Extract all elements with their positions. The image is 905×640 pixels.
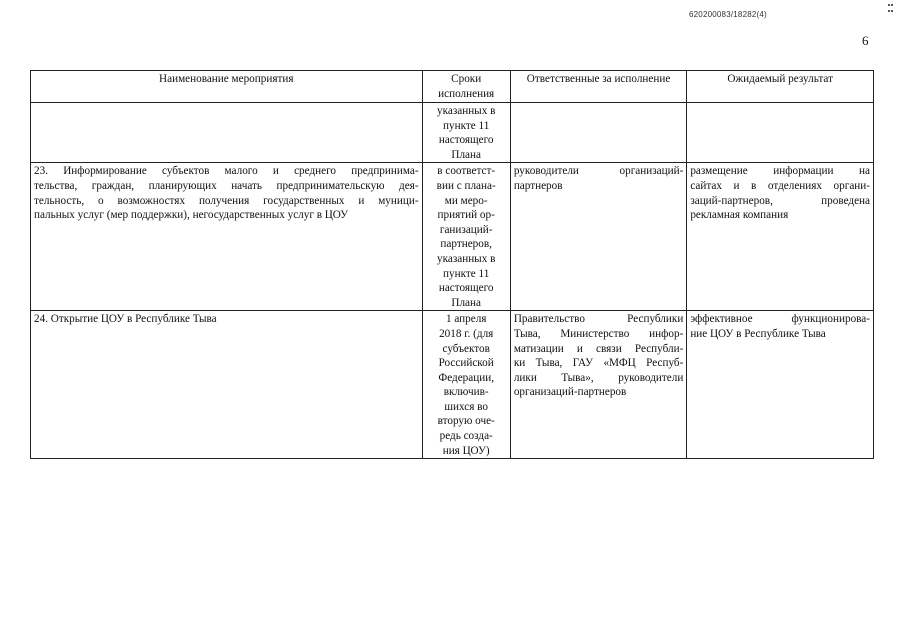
cell-line: сайтах и в отделениях органи-: [690, 179, 870, 192]
cell-result: [687, 163, 874, 311]
cell-line: приятий ор-: [437, 209, 495, 222]
corner-scan-mark: [888, 4, 894, 16]
page-number: 6: [862, 33, 869, 48]
cell-line: вторую оче-: [437, 415, 495, 428]
cell-line: Российской: [438, 357, 494, 370]
cell-line: включив-: [443, 386, 489, 399]
cell-line: вии с плана-: [436, 179, 496, 192]
cell-line: пальных услуг (мер поддержки), негосударственных услуг в ЦОУ: [34, 209, 349, 222]
cell-line: 23. Информирование субъектов малого и среднего предпринима-: [34, 165, 419, 178]
cell-line: ния ЦОУ): [442, 444, 490, 457]
column-header-line: Сроки: [451, 73, 482, 85]
cell-line: субъектов: [442, 342, 490, 355]
cell-line: партнеров,: [440, 238, 492, 251]
cell-responsible: [510, 163, 687, 311]
cell-term: [422, 103, 510, 163]
cell-line: рекламная компания: [690, 209, 789, 222]
cell-result: [687, 103, 874, 163]
cell-term: [422, 163, 510, 311]
cell-line: Плана: [451, 148, 481, 161]
cell-responsible: [510, 103, 687, 163]
table-row: [31, 103, 874, 163]
cell-line: редь созда-: [439, 430, 493, 443]
cell-line: тельства, граждан, планирующих начать предпринимательскую дея-: [34, 179, 419, 192]
cell-line: Федерации,: [438, 371, 494, 384]
column-header-term: [422, 71, 510, 103]
cell-line: настоящего: [438, 282, 494, 295]
cell-line: ние ЦОУ в Республике Тыва: [690, 327, 826, 340]
cell-line: матизации и связи Республи-: [513, 342, 684, 355]
cell-line: 1 апреля: [445, 313, 487, 326]
cell-name: [31, 163, 423, 311]
cell-line: ганизаций-: [439, 223, 493, 236]
column-header-result: [687, 71, 874, 103]
table-row: [31, 163, 874, 311]
cell-line: тельность, о возможностях получения государственных и муници-: [34, 194, 419, 207]
column-header-name: [31, 71, 423, 103]
cell-line: лики Тыва», руководители: [513, 371, 684, 384]
cell-line: партнеров: [513, 179, 563, 192]
cell-line: Тыва, Министерство инфор-: [513, 327, 684, 340]
cell-line: настоящего: [438, 134, 494, 147]
column-header-line: Ожидаемый результат: [727, 73, 833, 85]
action-plan-table: [30, 70, 874, 459]
cell-line: эффективное функционирова-: [690, 313, 870, 326]
cell-line: размещение информации на: [690, 165, 870, 178]
cell-line: пункте 11: [443, 267, 490, 280]
cell-name: [31, 103, 423, 163]
cell-line: ки Тыва, ГАУ «МФЦ Респуб-: [513, 357, 684, 370]
cell-line: организаций-партнеров: [513, 386, 627, 399]
cell-line: указанных в: [437, 105, 496, 117]
cell-result: [687, 311, 874, 459]
cell-line: 24. Открытие ЦОУ в Республике Тыва: [34, 313, 217, 326]
cell-line: указанных в: [437, 252, 496, 265]
cell-line: Плана: [451, 296, 481, 309]
cell-name: [31, 311, 423, 459]
column-header-line: Наименование мероприятия: [159, 73, 294, 85]
column-header-responsible: [510, 71, 687, 103]
cell-line: Правительство Республики: [513, 313, 684, 326]
column-header-line: Ответственные за исполнение: [526, 73, 671, 85]
cell-line: пункте 11: [443, 119, 490, 132]
column-header-line: исполнения: [438, 87, 495, 100]
cell-term: [422, 311, 510, 459]
table-header-row: [31, 71, 874, 103]
cell-responsible: [510, 311, 687, 459]
cell-line: в соответст-: [437, 165, 496, 178]
cell-line: 2018 г. (для: [439, 327, 494, 340]
document-registration-number: 620200083/18282(4): [689, 10, 767, 19]
cell-line: заций-партнеров, проведена: [690, 194, 870, 207]
table-row: [31, 311, 874, 459]
cell-line: руководители организаций-: [513, 165, 684, 178]
cell-line: шихся во: [444, 400, 488, 413]
cell-line: ми меро-: [444, 194, 488, 207]
